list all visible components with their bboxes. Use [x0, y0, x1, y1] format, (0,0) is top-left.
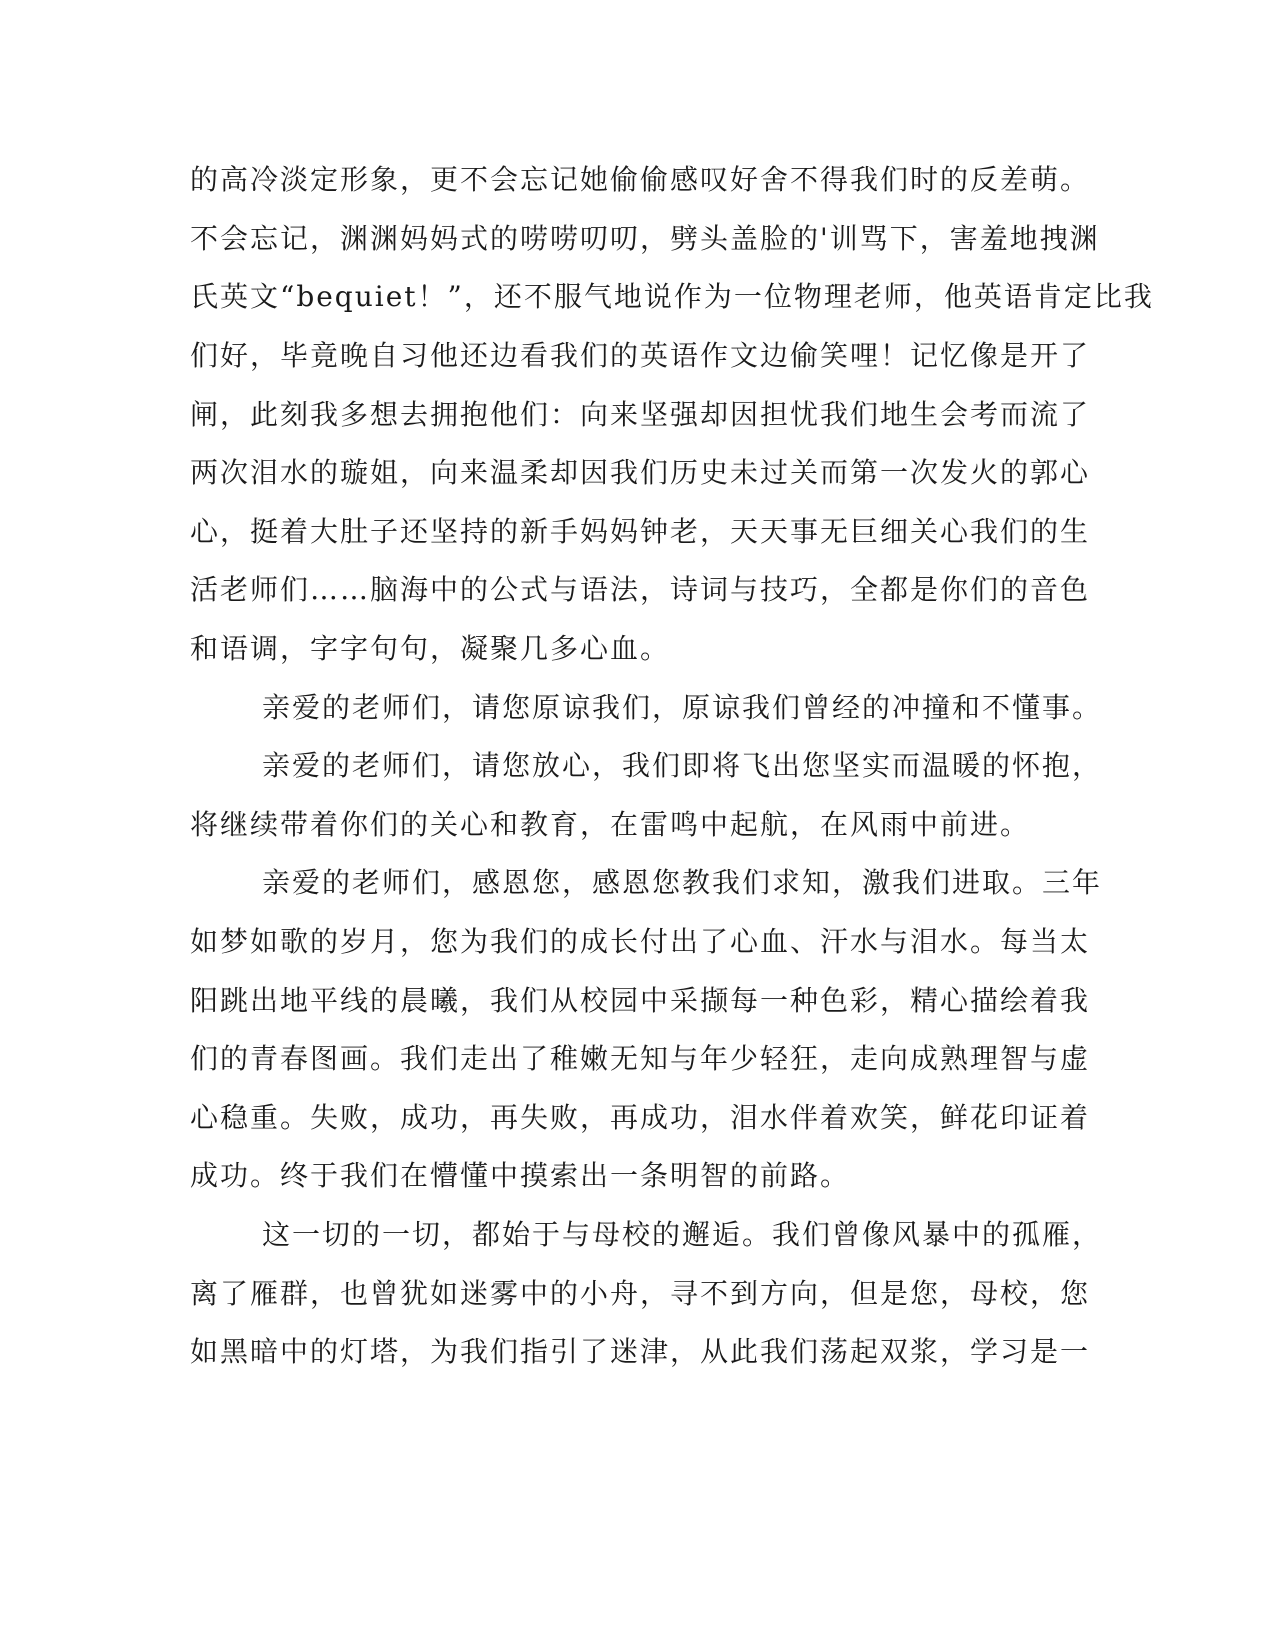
text-line: 心，挺着大肚子还坚持的新手妈妈钟老，天天事无巨细关心我们的生 [190, 515, 1091, 548]
paragraph-first-line: 亲爱的老师们，请您放心，我们即将飞出您坚实而温暖的怀抱， [262, 749, 1103, 782]
paragraph-first-line: 亲爱的老师们，感恩您，感恩您教我们求知，激我们进取。三年 [262, 866, 1103, 899]
text-line: 如黑暗中的灯塔，为我们指引了迷津，从此我们荡起双浆，学习是一 [190, 1335, 1091, 1368]
text-line: 如梦如歌的岁月，您为我们的成长付出了心血、汗水与泪水。每当太 [190, 925, 1091, 958]
paragraph-first-line: 亲爱的老师们，请您原谅我们，原谅我们曾经的冲撞和不懂事。 [262, 691, 1103, 724]
text-line: 们的青春图画。我们走出了稚嫩无知与年少轻狂，走向成熟理智与虚 [190, 1042, 1091, 1075]
text-line: 不会忘记，渊渊妈妈式的唠唠叨叨，劈头盖脸的'训骂下，害羞地拽渊 [190, 222, 1100, 255]
text-line: 离了雁群，也曾犹如迷雾中的小舟，寻不到方向，但是您，母校，您 [190, 1277, 1091, 1310]
paragraph-first-line: 这一切的一切，都始于与母校的邂逅。我们曾像风暴中的孤雁， [262, 1218, 1103, 1251]
text-line: 阳跳出地平线的晨曦，我们从校园中采撷每一种色彩，精心描绘着我 [190, 984, 1091, 1017]
text-line: 活老师们……脑海中的公式与语法，诗词与技巧，全都是你们的音色 [190, 573, 1091, 606]
text-line: 心稳重。失败，成功，再失败，再成功，泪水伴着欢笑，鲜花印证着 [190, 1101, 1091, 1134]
text-line: 的高冷淡定形象，更不会忘记她偷偷感叹好舍不得我们时的反差萌。 [190, 163, 1091, 196]
text-line: 们好，毕竟晚自习他还边看我们的英语作文边偷笑哩！记忆像是开了 [190, 339, 1091, 372]
text-line: 成功。终于我们在懵懂中摸索出一条明智的前路。 [190, 1159, 851, 1192]
text-line: 氏英文“bequiet！”，还不服气地说作为一位物理老师，他英语肯定比我 [190, 280, 1154, 313]
text-line: 闸，此刻我多想去拥抱他们：向来坚强却因担忧我们地生会考而流了 [190, 398, 1091, 431]
text-line: 和语调，字字句句，凝聚几多心血。 [190, 632, 671, 665]
text-line: 将继续带着你们的关心和教育，在雷鸣中起航，在风雨中前进。 [190, 808, 1031, 841]
text-line: 两次泪水的璇姐，向来温柔却因我们历史未过关而第一次发火的郭心 [190, 456, 1091, 489]
